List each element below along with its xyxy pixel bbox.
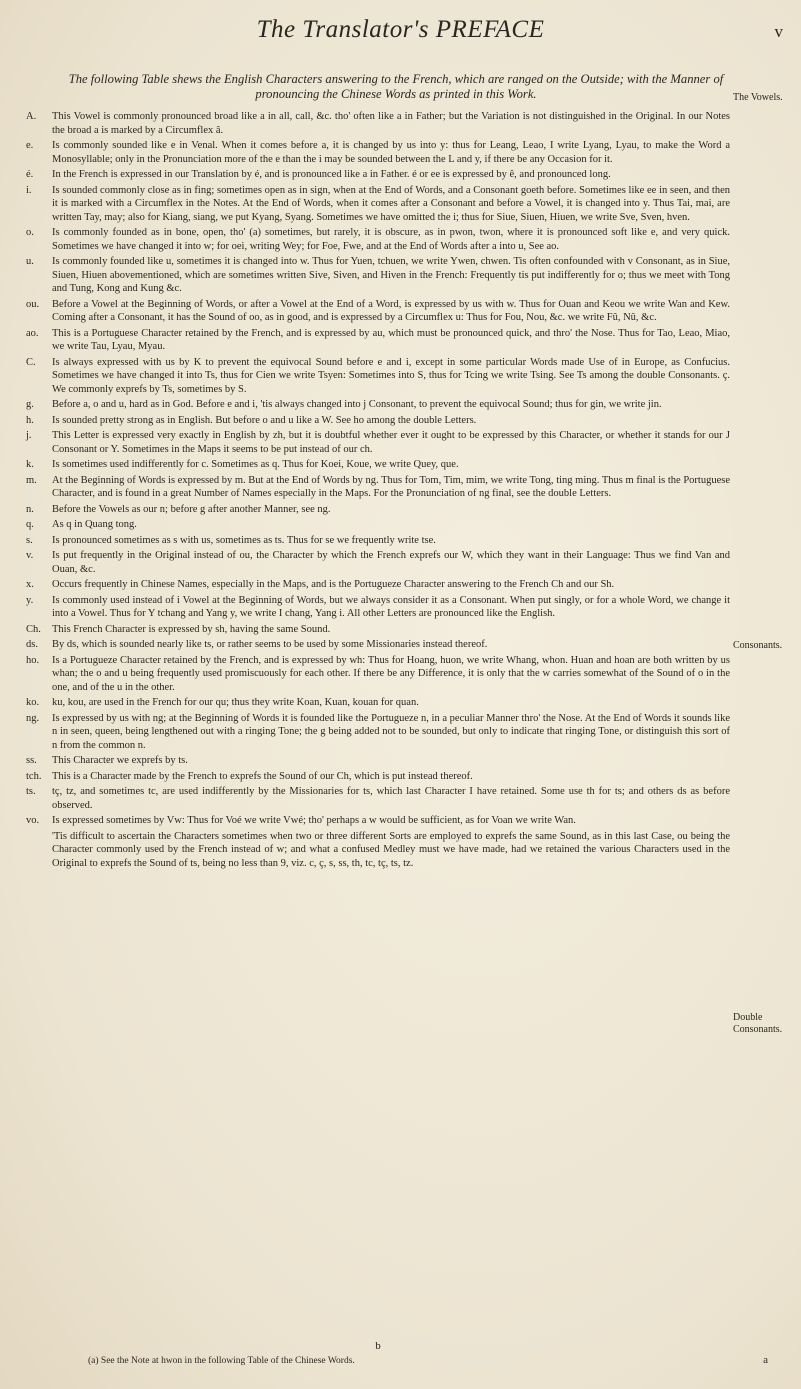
entry-text: Is expressed sometimes by Vw: Thus for Voé we write Vwé; tho' perhaps a w would be sufficient, as for Voan we write Wan. xyxy=(52,815,576,826)
entry-text: This is a Portuguese Character retained by the French, and is expressed by au, which must be pronounced quick, and thro' the Nose. Thus for Tao, Leao, Miao, we write Tau, Lyau, Myau. xyxy=(52,327,730,352)
entry-letter: v. xyxy=(26,550,34,561)
entry-letter: tch. xyxy=(26,770,42,782)
table-entry xyxy=(22,458,730,472)
entry-text: This is a Character made by the French to exprefs the Sound of our Ch, which is put instead thereof. xyxy=(52,770,473,782)
entry-text: Before a Vowel at the Beginning of Words, or after a Vowel at the End of a Word, is expressed by us with w. Thus for Ouan and Keou we write Wan and Kew. Coming after a Consonant, it has the Sound of oo, as in good, and is expressed by a Circumflex u: Thus for Fou, Nou, &c. we write Fû, Nû, &c. xyxy=(52,298,730,323)
entry-text: Is a Portugueze Character retained by the French, and is expressed by wh: Thus for Hoang, huon, we write Whang, whon. Huan and hoan are both written by us whan; the o and u being frequently used promiscuously for each other. If there be any Difference, it is only that the w carries somewhat of the Sound of o in the one, and of the u in the other. xyxy=(52,654,730,693)
entry-letter: ko. xyxy=(26,697,40,708)
signature-mark: a xyxy=(763,1354,768,1366)
table-entry xyxy=(22,110,730,137)
entry-text: Is commonly sounded like e in Venal. When it comes before a, it is changed by us into y: thus for Leang, Leao, I write Lyang, Lyau, to make the Word a Monosyllable; only in the Pronunciation more of the e than the i may be sounded between the L and y, if there be any Occasion for it. xyxy=(52,140,730,165)
table-entry xyxy=(22,549,730,576)
running-title: The Translator's PREFACE xyxy=(256,16,545,43)
entry-letter: o. xyxy=(26,227,34,238)
margin-note-double: Double Consonants. xyxy=(733,1012,783,1035)
table-entry xyxy=(22,503,730,517)
table-entry xyxy=(22,327,730,354)
entry-letter: g. xyxy=(26,399,34,410)
entry-text: By ds, which is sounded nearly like ts, or rather seems to be used by some Missionaries instead thereof. xyxy=(52,639,488,650)
page-header xyxy=(0,12,801,52)
entry-letter: Ch. xyxy=(26,623,41,635)
entry-text: Is expressed by us with ng; at the Beginning of Words it is founded like the Portugueze n, in a peculiar Manner thro' the Nose. At the End of Words it sounds like n in seen, queen, being lengthened out with a ringing Tone; the g being added not to be sounded, but only to indicate that ringing Tone, or distinguish this sort of n from the common n. xyxy=(52,712,730,751)
entry-letter: x. xyxy=(26,579,34,590)
entry-text: Is pronounced sometimes as s with us, sometimes as ts. Thus for se we frequently write tse. xyxy=(52,534,436,546)
entry-text: This Letter is expressed very exactly in English by zh, but it is doubtful whether ever it ought to be expressed by this Character, or whether it stands for our J Consonant or Y. Sometimes in the Maps it seems to be put instead of our ch. xyxy=(52,430,730,455)
table-entry xyxy=(22,785,730,812)
entry-text: tç, tz, and sometimes tc, are used indifferently by the Missionaries for ts, which last Character I have retained. Some use th for ts; and others ds as before observed. xyxy=(52,786,730,811)
entry-text: This French Character is expressed by sh, having the same Sound. xyxy=(52,623,331,635)
entry-letter: u. xyxy=(26,256,34,267)
entry-letter: ng. xyxy=(26,712,40,724)
entry-letter: k. xyxy=(26,459,34,470)
entry-letter: é. xyxy=(26,169,34,180)
entry-letter: e. xyxy=(26,140,34,151)
intro-paragraph: The following Table shews the English Characters answering to the French, which are ranged on the Outside; with the Manner of pronouncing the Chinese Words as printed in this Work. xyxy=(68,72,724,101)
entry-text: This Character we exprefs by ts. xyxy=(52,755,188,766)
entry-text: This Vowel is commonly pronounced broad like a in all, call, &c. tho' often like a in Father; but the Variation is not distinguished in the Original. In our Notes the broad a is marked by a Circumflex â. xyxy=(52,111,730,136)
entry-letter: vo. xyxy=(26,815,40,826)
entry-text: Before a, o and u, hard as in God. Before e and i, 'tis always changed into j Consonant, to prevent the equivocal Sound; thus for gin, we write jin. xyxy=(52,399,662,410)
entry-letter: ho. xyxy=(26,654,40,666)
entry-text: Is put frequently in the Original instead of ou, the Character by which the French exprefs our W, which they want in their Language: Thus we find Van and Ouan, &c. xyxy=(52,550,730,575)
table-entry xyxy=(22,398,730,412)
table-entry xyxy=(22,184,730,225)
table-entry xyxy=(22,638,730,652)
table-entry xyxy=(22,754,730,768)
entry-text: Is sometimes used indifferently for c. Sometimes as q. Thus for Koei, Koue, we write Quey, que. xyxy=(52,459,459,470)
table-entry xyxy=(22,654,730,695)
entry-letter: n. xyxy=(26,503,34,515)
signature: b xyxy=(375,1340,381,1352)
entry-text: Is always expressed with us by K to prevent the equivocal Sound before e and i, except in some particular Words made Use of in Europe, as Confucius. Sometimes we have changed it into Ts, thus for Cien we write Tsyen: Sometimes into S, thus for Tcing we write Tsing. See Ts among the double Consonants. ç. We commonly exprefs by Ts, sometimes by S. xyxy=(52,356,730,395)
footnote: (a) See the Note at hwon in the following Table of the Chinese Words. xyxy=(88,1356,355,1366)
entry-text: As q in Quang tong. xyxy=(52,519,137,530)
entry-letter: s. xyxy=(26,534,33,546)
page-number: v xyxy=(774,22,783,41)
table-entry xyxy=(22,255,730,296)
entry-text: Is sounded commonly close as in fing; sometimes open as in sign, when at the End of Words, and a Consonant goeth before. Sometimes like ee in seen, and then it is marked with a Circumflex in the Notes. At the End of Words, when it comes after a Consonant and before a Vowel, it is changed into y. Thus Tai, mai, are written Tay, may; also for Kiang, siang, we put Kyang, Syang. Sometimes we have omitted the i; thus for Siue, Siuen, Hiuen, we write Sve, Sven, hven. xyxy=(52,184,730,223)
entry-text: Is sounded pretty strong as in English. But before o and u like a W. See ho among the double Letters. xyxy=(52,414,477,426)
table-entry xyxy=(22,712,730,753)
table-entry xyxy=(22,226,730,253)
entry-letter: A. xyxy=(26,111,37,122)
table-entry xyxy=(22,814,730,828)
entry-text: In the French is expressed in our Translation by é, and is pronounced like a in Father. é or ee is expressed by ê, and pronounced long. xyxy=(52,169,611,180)
table-entry xyxy=(22,356,730,397)
entry-text: Is commonly founded like u, sometimes it is changed into w. Thus for Yuen, tchuen, we write Ywen, chwen. Tis often confounded with v Consonant, as in Siue, Siuen, Hiuen abovementioned, which are sometimes written Sive, Siven, and Hiven in the French: Frequently tis put indifferently for o; thus we meet with Tong and Tung, Kong and Kung &c. xyxy=(52,256,730,294)
entry-letter: j. xyxy=(26,430,32,441)
entry-text: Before the Vowels as our n; before g after another Manner, see ng. xyxy=(52,503,331,515)
entry-text: ku, kou, are used in the French for our qu; thus they write Koan, Kuan, kouan for quan. xyxy=(52,697,419,708)
entry-text: At the Beginning of Words is expressed by m. But at the End of Words by ng. Thus for Tom, Tim, mim, we write Tong, ting ming. Thus m final is the Portuguese Character, and is found in a great Number of Names especially in the Maps. For the Pronunciation of ng final, see the double Letters. xyxy=(52,474,730,499)
entry-letter: ts. xyxy=(26,786,36,797)
table-entry xyxy=(22,518,730,532)
entry-letter: ou. xyxy=(26,298,40,310)
entry-letter: ds. xyxy=(26,639,38,650)
table-entry xyxy=(22,429,730,456)
entry-letter: C. xyxy=(26,356,36,368)
table-entry xyxy=(22,474,730,501)
table-entry xyxy=(22,594,730,621)
entry-letter: ss. xyxy=(26,755,37,766)
table-entry xyxy=(22,534,730,548)
table-entry xyxy=(22,298,730,325)
entry-text: 'Tis difficult to ascertain the Characters sometimes when two or three different Sorts are employed to exprefs the same Sound, as in this last Case, ou being the Character commonly used by the French instead of w; and what a confused Medley must we have made, had we retained the various Characters used in the Original to exprefs the Sound of ts, being no less than 9, viz. c, ç, s, ss, th, tc, tç, ts, tz. xyxy=(52,830,730,869)
entry-text: Is commonly used instead of i Vowel at the Beginning of Words, but we always consider it as a Consonant. When put singly, or for a whole Word, we change it into a Vowel. Thus for Y tchang and Yang y, we write I chang, Yang i. All other Letters are pronounced like the English. xyxy=(52,594,730,619)
table-entry xyxy=(22,139,730,166)
entry-letter: m. xyxy=(26,474,37,486)
margin-note-vowels: The Vowels. xyxy=(733,92,783,103)
table-entry xyxy=(22,830,730,871)
entry-letter: q. xyxy=(26,519,34,530)
pronunciation-table xyxy=(22,110,730,872)
table-entry xyxy=(22,578,730,592)
table-entry xyxy=(22,696,730,710)
entry-letter: ao. xyxy=(26,327,39,339)
table-entry xyxy=(22,623,730,637)
margin-note-consonants: Consonants. xyxy=(733,640,783,651)
entry-text: Is commonly founded as in bone, open, tho' (a) sometimes, but rarely, it is obscure, as in pwon, twon, where it is pronounced soft like e, and very quick. Sometimes we have changed it into w; for oei, writing Wey; for Foe, Fwe, and at the End of Words after a into u, See ao. xyxy=(52,227,730,252)
table-entry xyxy=(22,168,730,182)
entry-letter: y. xyxy=(26,594,34,606)
table-entry xyxy=(22,414,730,428)
entry-letter: h. xyxy=(26,414,34,426)
entry-letter: i. xyxy=(26,184,32,196)
table-entry xyxy=(22,770,730,784)
entry-text: Occurs frequently in Chinese Names, especially in the Maps, and is the Portugueze Character answering to the French Ch and our Sh. xyxy=(52,579,615,590)
